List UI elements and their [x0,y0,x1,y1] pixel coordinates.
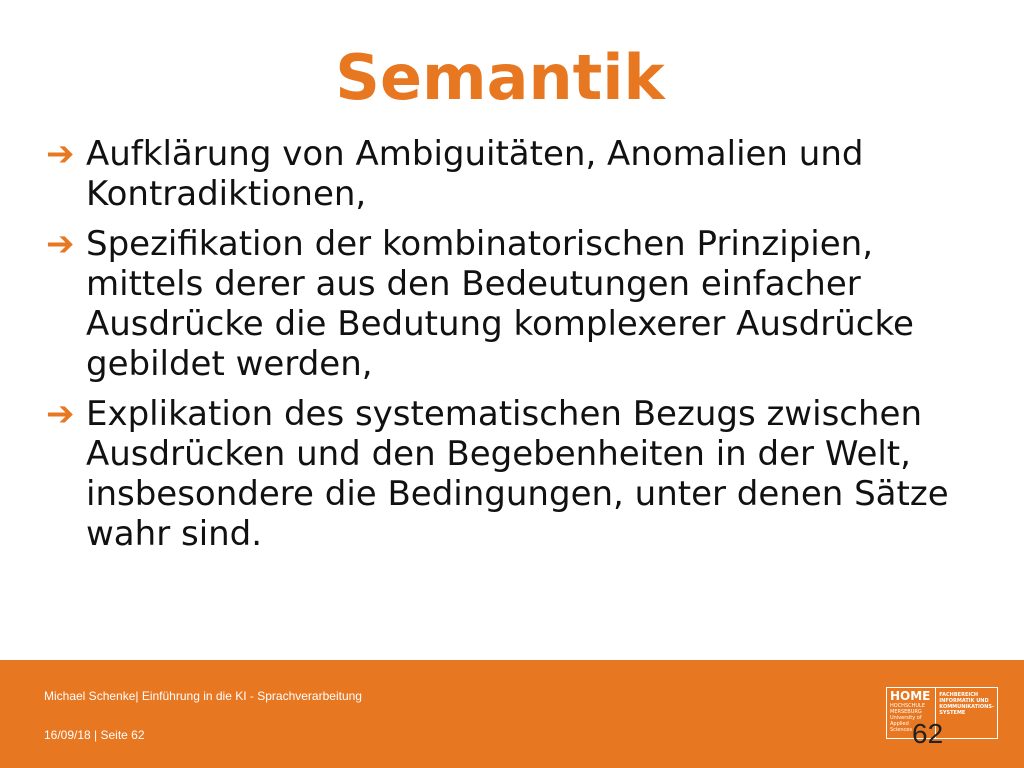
slide-title: Semantik [335,41,665,114]
logo-home-text: HOME [890,689,931,703]
bullet-text: Aufklärung von Ambiguitäten, Anomalien und Kontradiktionen, [86,134,864,214]
logo-line: HOCHSCHULE [890,703,925,709]
logo-dept-line: KOMMUNIKATIONS- [939,704,994,710]
bullet-text: Spezifikation der kombinatorischen Prinzipien, mittels derer aus den Bedeutungen einfacher Ausdrücke die Bedutung komplexerer Ausdrücke gebildet werden, [86,224,914,384]
logo-dept-line: FACHBEREICH [939,692,979,698]
logo-line: MERSEBURG [890,709,922,715]
logo-line: Applied Sciences [890,721,912,733]
footer-author-course: Michael Schenke| Einführung in die KI - Sprachverarbeitung [44,689,362,703]
right-arrow-icon: ➔ [46,134,75,174]
footer-date-page: 16/09/18 | Seite 62 [44,728,145,742]
page-number: 62 [912,718,944,749]
bullet-list [46,134,986,564]
logo-department-block [936,688,997,738]
bullet-text: Explikation des systematischen Bezugs zwischen Ausdrücken und den Begebenheiten in der Welt, insbesondere die Bedingungen, unter denen Sätze wahr sind. [86,394,949,554]
footer-bar [0,660,1024,768]
logo-dept-line: SYSTEME [939,710,966,716]
bullet-item [46,134,986,214]
logo-line: University of [890,715,922,721]
bullet-item [46,224,986,384]
right-arrow-icon: ➔ [46,394,75,434]
right-arrow-icon: ➔ [46,224,75,264]
bullet-item [46,394,986,554]
logo-dept-line: INFORMATIK UND [939,698,989,704]
